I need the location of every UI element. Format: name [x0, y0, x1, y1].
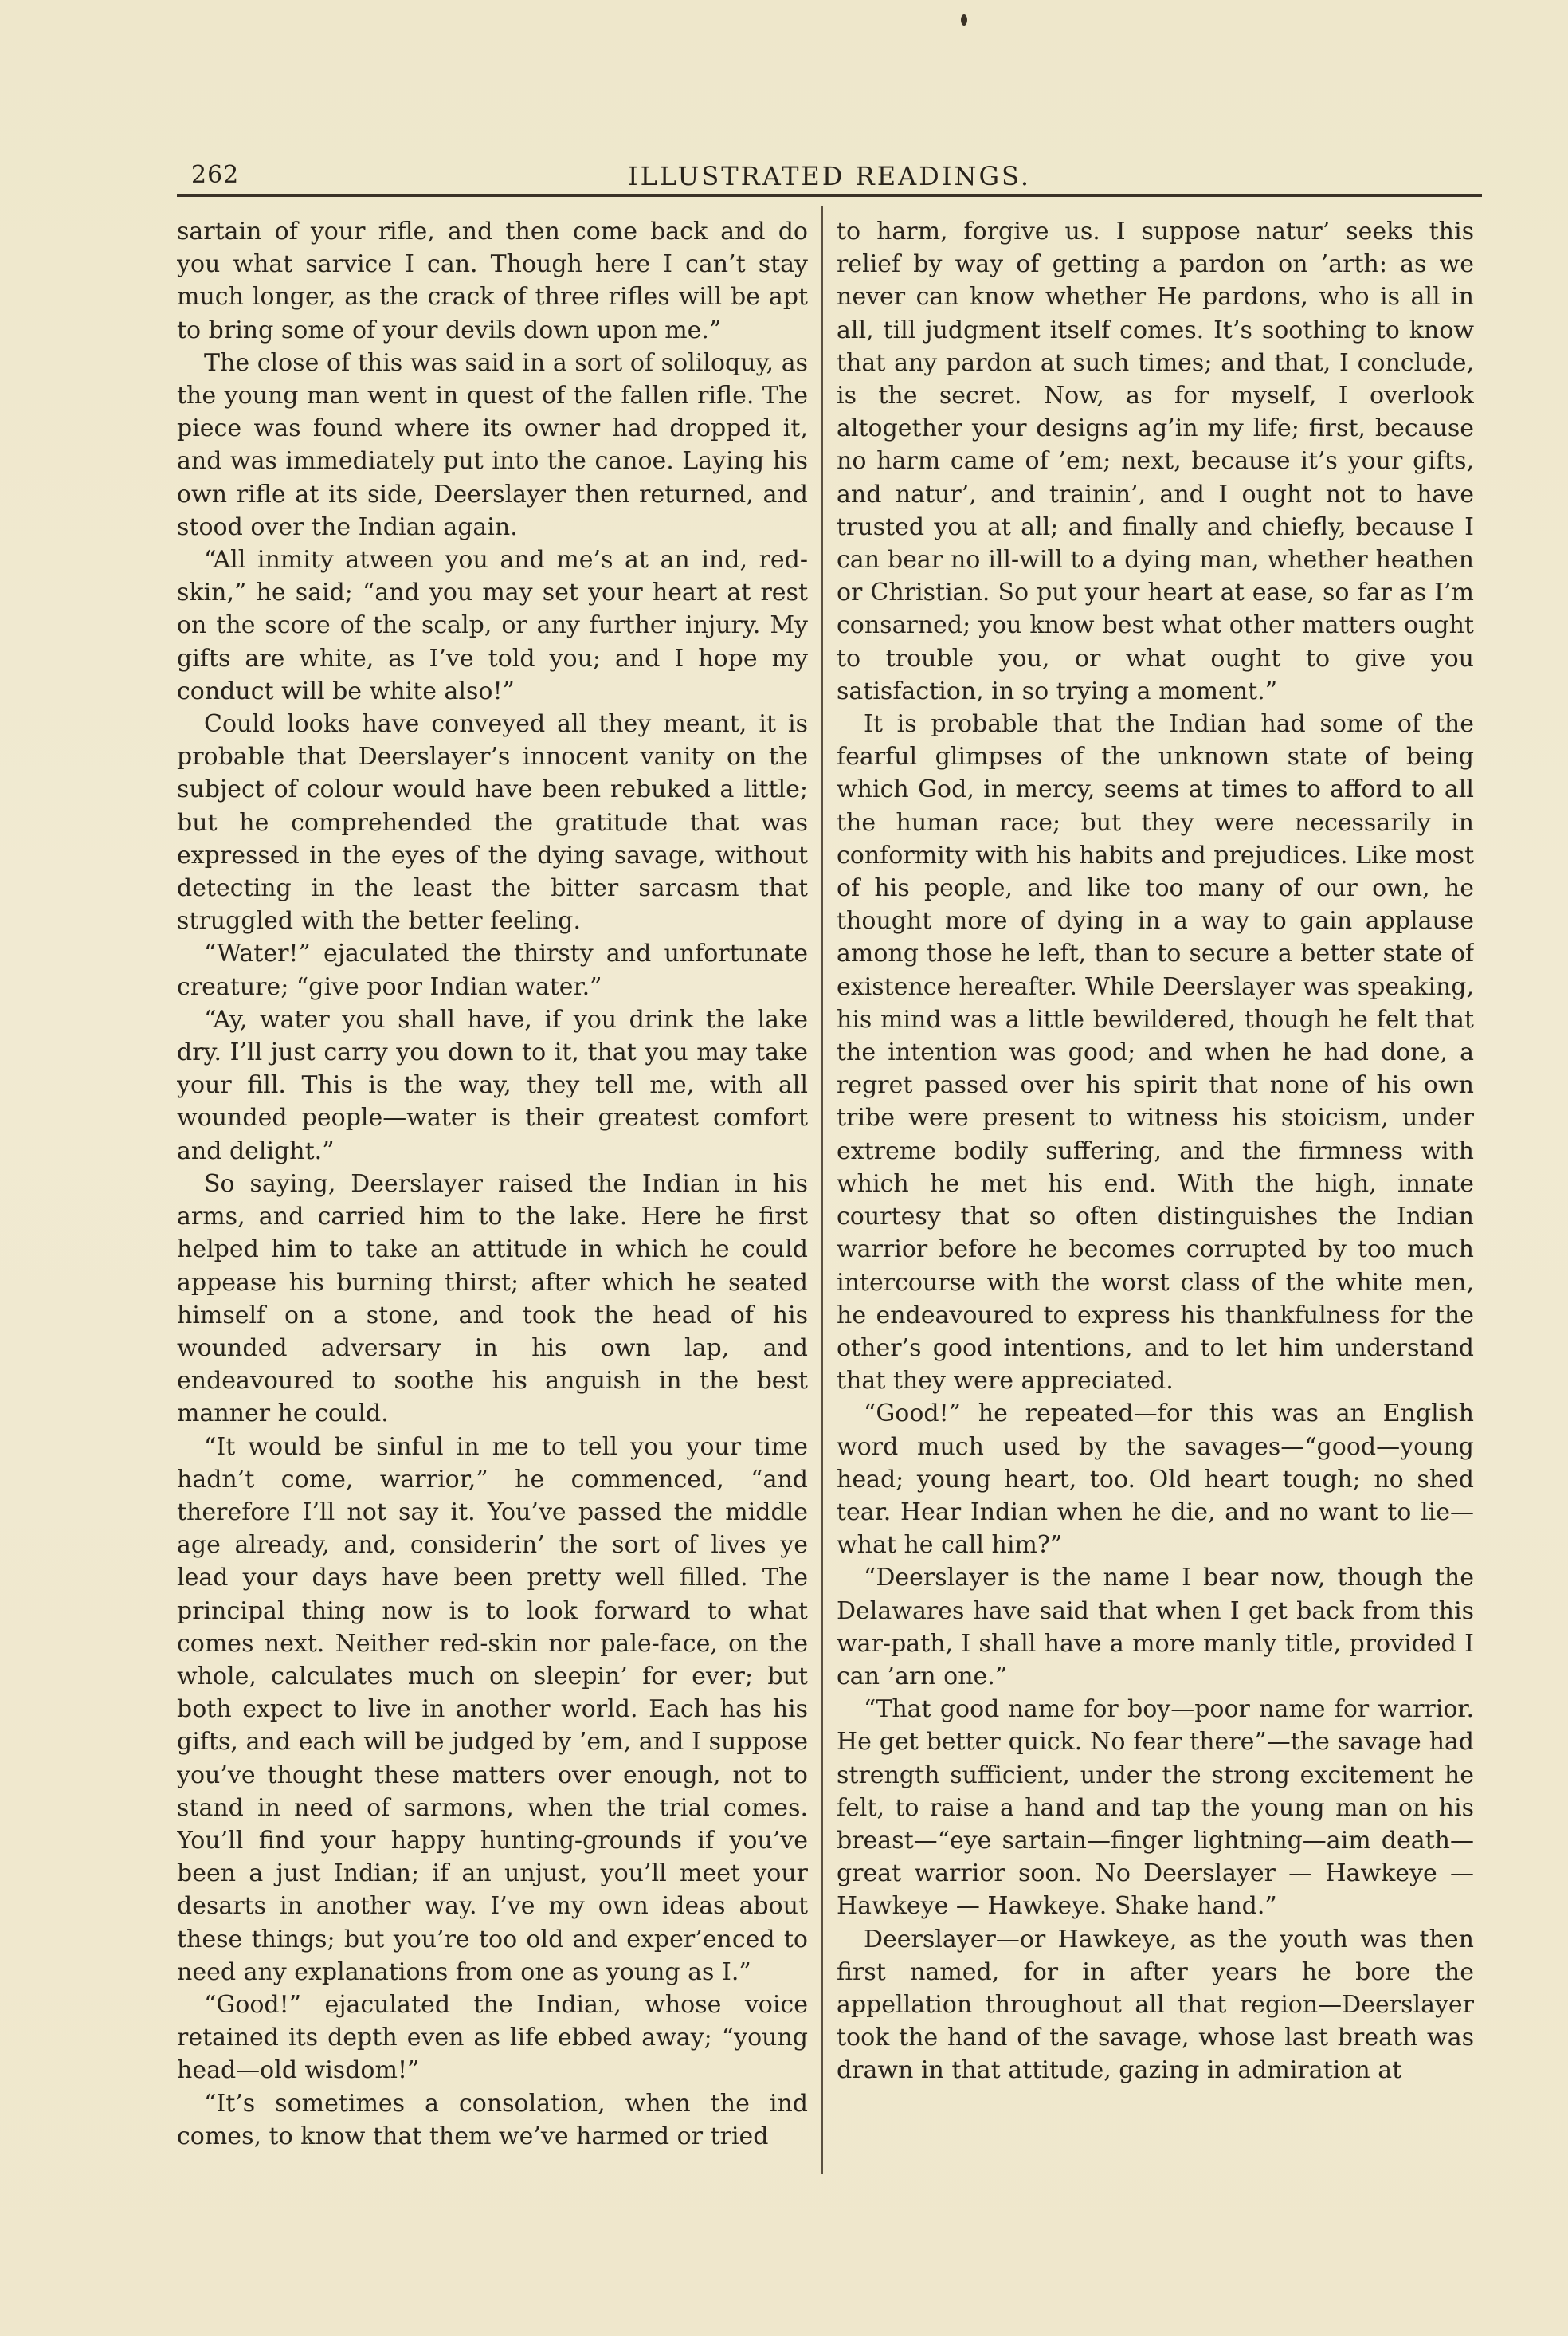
paragraph: The close of this was said in a sort of soliloquy, as the young man went in quest of the fallen rifle. The piece was found where its owner had dropped it, and was immediately put into the canoe. Laying his own rifle at its side, Deerslayer then returned, and stood over the Indian again.	[177, 348, 808, 541]
paragraph: “Good!” ejaculated the Indian, whose voice retained its depth even as life ebbed away; “young head—old wisdom!”	[177, 1990, 808, 2085]
paragraph: Could looks have conveyed all they meant, it is probable that Deerslayer’s innocent vanity on the subject of colour would have been rebuked a little; but he comprehended the gratitude that was expressed in the eyes of the dying savage, without detecting in the least the bitter sarcasm that struggled with the better feeling.	[177, 710, 808, 936]
paragraph: It is probable that the Indian had some of the fearful glimpses of the unknown state of being which God, in mercy, seems at times to afford to all the human race; but they were necessarily in conformity with his habits and prejudices. Like most of his people, and like too many of our own, he thought more of dying in a way to gain applause among those he left, than to secure a better state of existence hereafter. While Deerslayer was speaking, his mind was a little bewildered, though he felt that the intention was good; and when he had done, a regret passed over his spirit that none of his own tribe were present to witness his stoicism, under extreme bodily suffering, and the firmness with which he met his end. With the high, innate courtesy that so often distinguishes the Indian warrior before he becomes corrupted by too much intercourse with the worst class of the white men, he endeavoured to express his thankfulness for the other’s good intentions, and to let him understand that they were appreciated.	[837, 710, 1474, 1396]
paragraph: Deerslayer—or Hawkeye, as the youth was then first named, for in after years he bore the appellation throughout all that region—Deerslayer took the hand of the savage, whose last breath was drawn in that attitude, gazing in admiration at	[837, 1925, 1474, 2085]
page-header	[177, 151, 1482, 199]
ink-speck-mark	[961, 14, 967, 26]
paragraph: to harm, forgive us. I suppose natur’ seeks this relief by way of getting a pardon on ’arth: as we never can know whether He pardons, who is all in all, till judgment itself comes. It’s soothing to know that any pardon at such times; and that, I conclude, is the secret. Now, as for myself, I overlook altogether your designs ag’in my life; first, because no harm came of ’em; next, because it’s your gifts, and natur’, and trainin’, and I ought not to have trusted you at all; and finally and chiefly, because I can bear no ill-will to a dying man, whether heathen or Christian. So put your heart at ease, so far as I’m consarned; you know best what other matters ought to trouble you, or what ought to give you satisfaction, in so trying a moment.”	[837, 218, 1474, 705]
paragraph: “Ay, water you shall have, if you drink the lake dry. I’ll just carry you down to it, that you may take your fill. This is the way, they tell me, with all wounded people—water is their greatest comfort and delight.”	[177, 1005, 808, 1165]
paragraph: “It would be sinful in me to tell you your time hadn’t come, warrior,” he commenced, “and therefore I’ll not say it. You’ve passed the middle age already, and, considerin’ the sort of lives ye lead your days have been pretty well filled. The principal thing now is to look forward to what comes next. Neither red-skin nor pale-face, on the whole, calculates much on sleepin’ for ever; but both expect to live in another world. Each has his gifts, and each will be judged by ’em, and I suppose you’ve thought these matters over enough, not to stand in need of sarmons, when the trial comes. You’ll find your happy hunting-grounds if you’ve been a just Indian; if an unjust, you’ll meet your desarts in another way. I’ve my own ideas about these things; but you’re too old and exper’enced to need any explanations from one as young as I.”	[177, 1432, 808, 1986]
paragraph: So saying, Deerslayer raised the Indian in his arms, and carried him to the lake. Here he first helped him to take an attitude in which he could appease his burning thirst; after which he seated himself on a stone, and took the head of his wounded adversary in his own lap, and endeavoured to soothe his anguish in the best manner he could.	[177, 1169, 808, 1428]
right-column	[837, 215, 1474, 2168]
paragraph: “That good name for boy—poor name for warrior. He get better quick. No fear there”—the savage had strength sufficient, under the strong excitement he felt, to raise a hand and tap the young man on his breast—“eye sartain—finger lightning—aim death—great warrior soon. No Deerslayer — Hawkeye — Hawkeye — Hawkeye. Shake hand.”	[837, 1695, 1474, 1921]
running-title: ILLUSTRATED READINGS.	[628, 161, 1031, 191]
paragraph: “All inmity atween you and me’s at an ind, red-skin,” he said; “and you may set your heart at rest on the score of the scalp, or any further injury. My gifts are white, as I’ve told you; and I hope my conduct will be white also!”	[177, 546, 808, 705]
left-column	[177, 215, 808, 2168]
paragraph: “Water!” ejaculated the thirsty and unfortunate creature; “give poor Indian water.”	[177, 940, 808, 1001]
paragraph: “Good!” he repeated—for this was an English word much used by the savages—“good—young head; young heart, too. Old heart tough; no shed tear. Hear Indian when he die, and no want to lie—what he call him?”	[837, 1400, 1474, 1560]
paragraph: “It’s sometimes a consolation, when the ind comes, to know that them we’ve harmed or tried	[177, 2089, 808, 2150]
paragraph: “Deerslayer is the name I bear now, though the Delawares have said that when I get back from this war-path, I shall have a more manly title, provided I can ’arn one.”	[837, 1564, 1474, 1690]
header-rule	[177, 194, 1482, 197]
paragraph: sartain of your rifle, and then come back and do you what sarvice I can. Though here I can’t stay much longer, as the crack of three rifles will be apt to bring some of your devils down upon me.”	[177, 218, 808, 344]
page-number: 262	[191, 161, 240, 189]
column-divider	[821, 206, 823, 2174]
